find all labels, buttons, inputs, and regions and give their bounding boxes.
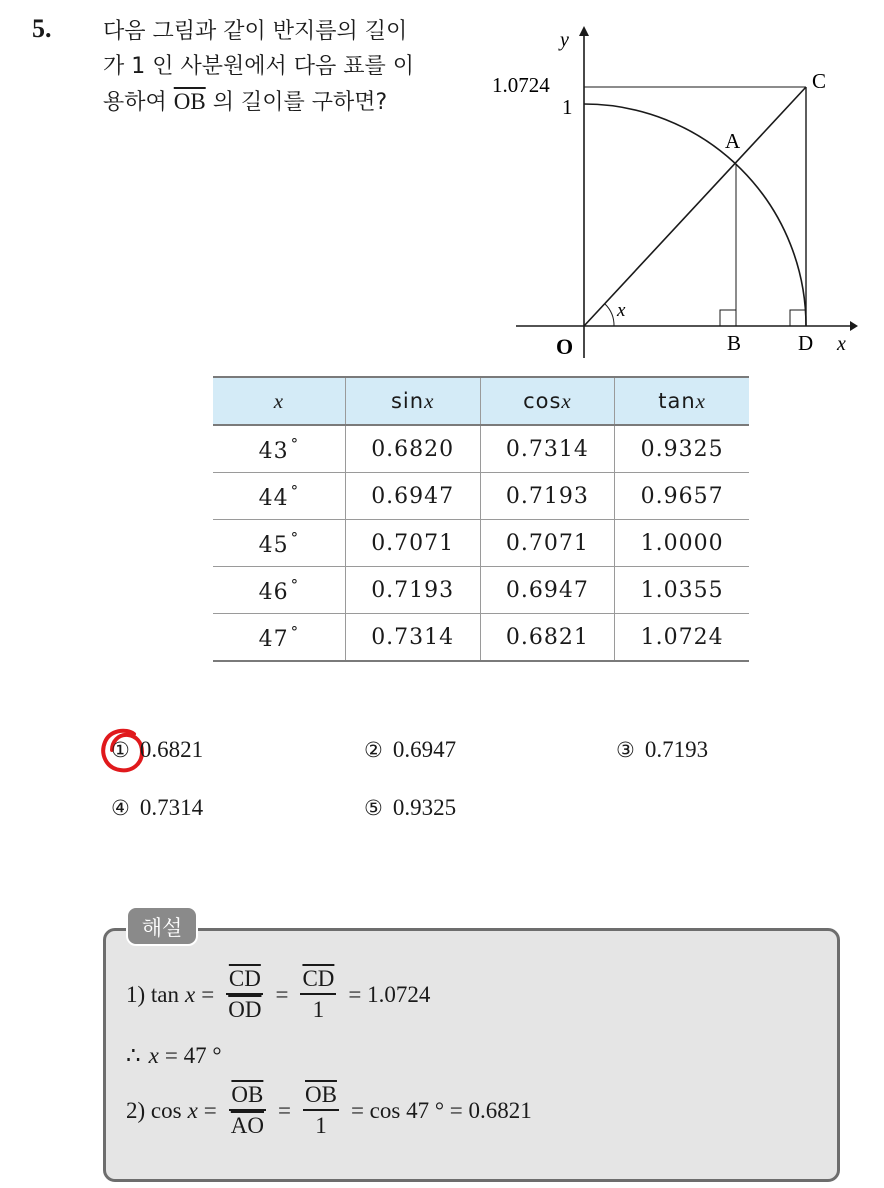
- fraction-ob-1: $\frac{\overline{OB}}{1}$: [305, 1082, 337, 1138]
- table-row: [213, 425, 749, 473]
- tick-label-1: 1: [562, 95, 573, 119]
- quarter-circle-arc: [584, 104, 806, 326]
- choice-5-number: ⑤: [364, 796, 383, 820]
- angle-cell: 43 °: [213, 425, 345, 473]
- solution-tag: 해설: [126, 906, 198, 946]
- question-line-3-start: 용하여: [103, 90, 174, 115]
- cos-cell: 0.7071: [480, 520, 615, 567]
- table-row: [213, 520, 749, 567]
- table-header-row: [213, 377, 749, 425]
- tan-cell: 0.9657: [615, 473, 749, 520]
- angle-arc: [605, 304, 614, 326]
- question-line-3-end: 의 길이를 구하면?: [205, 90, 388, 115]
- trig-table: [213, 376, 749, 662]
- point-b-label: B: [727, 331, 742, 355]
- angle-cell: 47 °: [213, 614, 345, 662]
- tan-cell: 0.9325: [615, 425, 749, 473]
- question-text: [103, 14, 473, 120]
- tick-label-1-0724: 1.0724: [492, 73, 550, 97]
- cos-cell: 0.7193: [480, 473, 615, 520]
- choice-3-value: 0.7193: [644, 737, 709, 762]
- solution-line-3-lead: 2) cos: [126, 1098, 182, 1123]
- solution-line-1-lead: 1) tan: [126, 982, 180, 1007]
- sin-cell: 0.6947: [345, 473, 480, 520]
- choice-2[interactable]: [364, 737, 456, 763]
- solution-line-3: 2) cos x = $\frac{\overline{OB}}{AO}$ = $\frac{\overline{OB}}{1}$ = cos 47 ° = 0.6821: [126, 1081, 532, 1141]
- sin-cell: 0.6820: [345, 425, 480, 473]
- point-d-label: D: [798, 331, 814, 355]
- choice-1[interactable]: [111, 737, 203, 763]
- question-line-3: [103, 84, 473, 120]
- right-angle-d: [790, 310, 806, 326]
- cos-cell: 0.6821: [480, 614, 615, 662]
- solution-line-1-var: x: [185, 982, 196, 1007]
- x-axis-label: x: [837, 333, 846, 355]
- sin-cell: 0.7193: [345, 567, 480, 614]
- y-axis-arrow: [579, 26, 589, 36]
- header-sin: sinx: [345, 377, 480, 425]
- fraction-cd-1: $\frac{\overline{CD}}{1}$: [302, 966, 335, 1022]
- line-oc: [584, 87, 806, 326]
- point-o-label: O: [556, 334, 574, 359]
- header-tan: tanx: [615, 377, 749, 425]
- solution-line-2: [126, 1043, 222, 1069]
- choice-4-number: ④: [111, 796, 130, 820]
- tan-cell: 1.0724: [615, 614, 749, 662]
- header-cos: cosx: [480, 377, 615, 425]
- choice-3-number: ③: [616, 738, 635, 762]
- choice-1-number: ①: [111, 738, 130, 762]
- angle-cell: 44 °: [213, 473, 345, 520]
- choice-2-number: ②: [364, 738, 383, 762]
- choice-4[interactable]: [111, 795, 203, 821]
- solution-line-3-result: = cos 47 ° = 0.6821: [350, 1098, 532, 1123]
- sin-cell: 0.7314: [345, 614, 480, 662]
- choice-2-value: 0.6947: [392, 737, 457, 762]
- question-number: 5.: [32, 14, 52, 43]
- question-line-1: 다음 그림과 같이 반지름의 길이: [103, 19, 408, 44]
- segment-ob: $\overline{OB}$: [173, 89, 206, 114]
- cos-cell: 0.7314: [480, 425, 615, 473]
- header-x: x: [213, 377, 345, 425]
- cos-cell: 0.6947: [480, 567, 615, 614]
- fraction-ob-ao: $\frac{\overline{OB}}{AO}$: [230, 1082, 265, 1138]
- tan-cell: 1.0000: [615, 520, 749, 567]
- therefore-symbol: ∴: [126, 1043, 141, 1068]
- sin-cell: 0.7071: [345, 520, 480, 567]
- solution-line-2-var: x: [148, 1043, 159, 1068]
- right-angle-b: [720, 310, 736, 326]
- angle-cell: 45 °: [213, 520, 345, 567]
- tan-cell: 1.0355: [615, 567, 749, 614]
- quarter-circle-figure: [480, 20, 860, 365]
- choice-4-value: 0.7314: [139, 795, 204, 820]
- table-row: [213, 473, 749, 520]
- solution-line-1-result: = 1.0724: [348, 982, 431, 1007]
- table-row: [213, 567, 749, 614]
- point-c-label: C: [812, 69, 827, 93]
- choice-3[interactable]: [616, 737, 708, 763]
- question-line-2: 가 1 인 사분원에서 다음 표를 이: [103, 54, 414, 79]
- point-a-label: A: [725, 129, 741, 153]
- x-axis-arrow: [850, 321, 858, 331]
- choice-5[interactable]: [364, 795, 456, 821]
- solution-line-2-result: = 47 °: [164, 1043, 222, 1068]
- choice-1-value: 0.6821: [139, 737, 204, 762]
- table-row: [213, 614, 749, 662]
- choice-5-value: 0.9325: [392, 795, 457, 820]
- solution-line-3-var: x: [187, 1098, 198, 1123]
- angle-x-label: x: [617, 300, 626, 321]
- solution-line-1: 1) tan x = $\frac{\overline{CD}}{OD}$ = $\frac{\overline{CD}}{1}$ = 1.0724: [126, 965, 430, 1025]
- fraction-cd-od: $\frac{\overline{CD}}{OD}$: [228, 966, 262, 1022]
- angle-cell: 46 °: [213, 567, 345, 614]
- y-axis-label: y: [560, 29, 569, 51]
